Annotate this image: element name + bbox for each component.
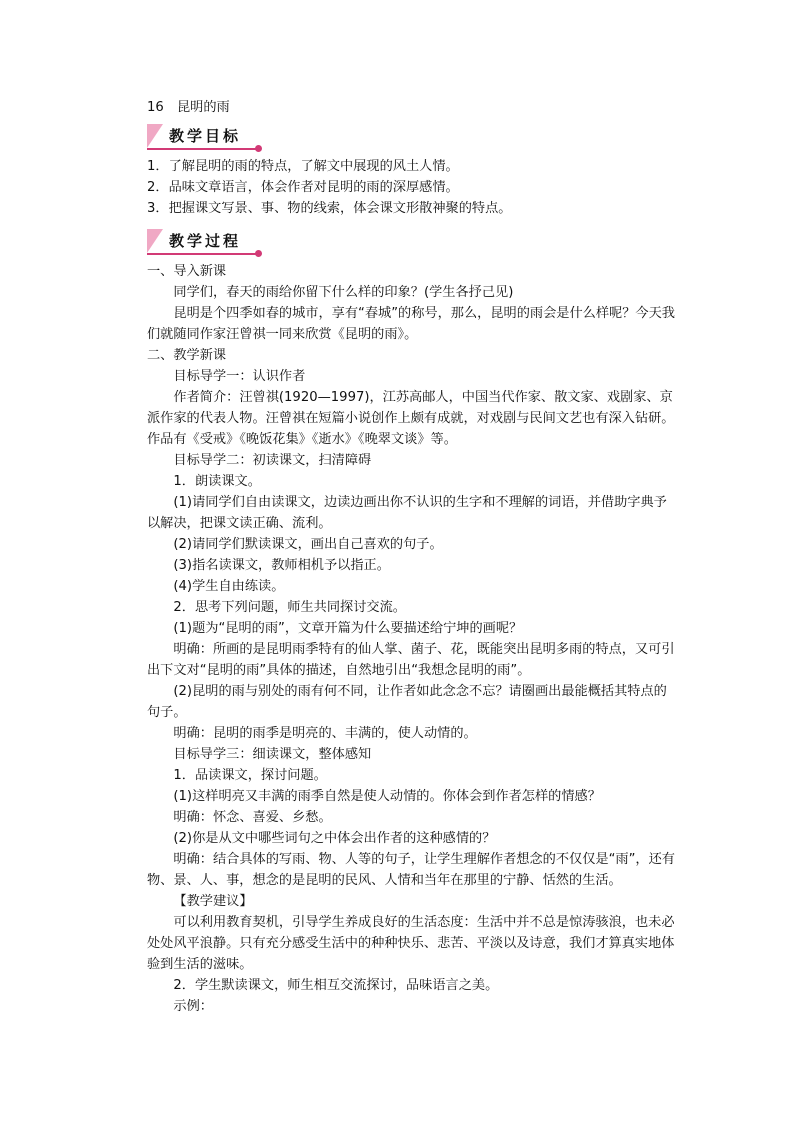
- process-paragraph: 明确：所画的是昆明雨季特有的仙人掌、菌子、花，既能突出昆明多雨的特点，又可引出下文对“昆明的雨”具体的描述，自然地引出“我想念昆明的雨”。: [147, 642, 675, 678]
- process-paragraph: 1．朗读课文。: [173, 474, 261, 489]
- process-list: [147, 261, 677, 1017]
- banner-dot-icon: [255, 145, 262, 152]
- process-paragraph: (2)昆明的雨与别处的雨有何不同，让作者如此念念不忘？请圈画出最能概括其特点的句子。: [147, 684, 667, 720]
- process-paragraph: 一、导入新课: [147, 264, 227, 279]
- process-paragraph: 可以利用教育契机，引导学生养成良好的生活态度：生活中并不总是惊涛骇浪，也未必处处风平浪静。只有充分感受生活中的种种快乐、悲苦、平淡以及诗意，我们才算真实地体验到生活的滋味。: [147, 915, 675, 972]
- banner-triangle-icon: [147, 229, 163, 253]
- goals-list: [147, 156, 677, 219]
- process-paragraph: (1)请同学们自由读课文，边读边画出你不认识的生字和不理解的词语，并借助字典予以解决，把课文读正确、流利。: [147, 495, 667, 531]
- process-paragraph: 明确：结合具体的写雨、物、人等的句子，让学生理解作者想念的不仅仅是“雨”，还有物、景、人、事，想念的是昆明的民风、人情和当年在那里的宁静、恬然的生活。: [147, 852, 675, 888]
- process-paragraph: 目标导学一：认识作者: [173, 369, 306, 384]
- process-banner-label: 教学过程: [169, 232, 242, 250]
- process-paragraph: 昆明是个四季如春的城市，享有“春城”的称号，那么，昆明的雨会是什么样呢？今天我们就随同作家汪曾祺一同来欣赏《昆明的雨》。: [147, 306, 675, 342]
- goal-item: 2．品味文章语言，体会作者对昆明的雨的深厚感情。: [147, 180, 459, 195]
- process-paragraph: 作者简介：汪曾祺(1920—1997)，江苏高邮人，中国当代作家、散文家、戏剧家、京派作家的代表人物。汪曾祺在短篇小说创作上颇有成就，对戏剧与民间文艺也有深入钻研。作品有《受戒》《晚饭花集》《逝水》《晚翠文谈》等。: [147, 390, 675, 447]
- process-paragraph: 2．学生默读课文，师生相互交流探讨，品味语言之美。: [173, 978, 499, 993]
- banner-underline: [147, 148, 257, 150]
- process-paragraph: (1)这样明亮又丰满的雨季自然是使人动情的。你体会到作者怎样的情感？: [173, 789, 601, 804]
- process-paragraph: (2)你是从文中哪些词句之中体会出作者的这种感情的？: [173, 831, 496, 846]
- process-paragraph: (4)学生自由练读。: [173, 579, 285, 594]
- banner-underline: [147, 253, 257, 255]
- process-paragraph: 二、教学新课: [147, 348, 227, 363]
- process-paragraph: (1)题为“昆明的雨”，文章开篇为什么要描述给宁坤的画呢？: [173, 621, 523, 636]
- goals-banner-label: 教学目标: [169, 127, 242, 145]
- goal-item: 1．了解昆明的雨的特点，了解文中展现的风土人情。: [147, 159, 459, 174]
- process-paragraph: 1．品读课文，探讨问题。: [173, 768, 327, 783]
- process-paragraph: 【教学建议】: [173, 894, 253, 909]
- banner-dot-icon: [255, 250, 262, 257]
- process-paragraph: 目标导学二：初读课文，扫清障碍: [173, 453, 372, 468]
- process-paragraph: (2)请同学们默读课文，画出自己喜欢的句子。: [173, 537, 443, 552]
- banner-triangle-icon: [147, 124, 163, 148]
- process-paragraph: 明确：怀念、喜爱、乡愁。: [173, 810, 332, 825]
- process-paragraph: 示例：: [173, 999, 213, 1014]
- process-paragraph: (3)指名读课文，教师相机予以指正。: [173, 558, 390, 573]
- lesson-title: 16 昆明的雨: [147, 100, 230, 115]
- process-banner: [147, 229, 267, 257]
- process-paragraph: 明确：昆明的雨季是明亮的、丰满的，使人动情的。: [173, 726, 477, 741]
- goals-banner: [147, 124, 267, 152]
- process-paragraph: 2．思考下列问题，师生共同探讨交流。: [173, 600, 406, 615]
- goal-item: 3．把握课文写景、事、物的线索，体会课文形散神聚的特点。: [147, 201, 512, 216]
- process-paragraph: 目标导学三：细读课文，整体感知: [173, 747, 372, 762]
- process-paragraph: 同学们，春天的雨给你留下什么样的印象？(学生各抒己见): [173, 285, 514, 300]
- document-body: [147, 97, 677, 1017]
